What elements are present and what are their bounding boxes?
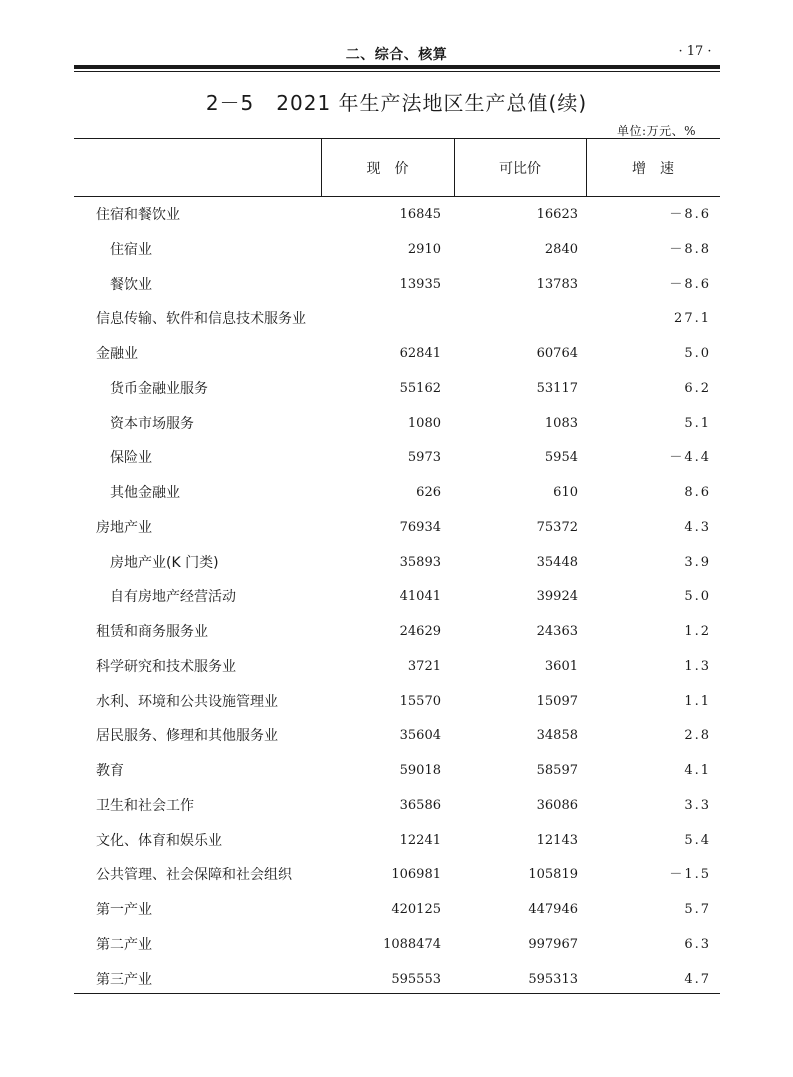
table-row: [0, 342, 793, 366]
table-row: [0, 863, 793, 887]
row-industry-name: 教育: [96, 763, 124, 779]
row-current-price: 62841: [399, 346, 441, 361]
row-growth-rate: 6.3: [684, 936, 711, 952]
table-row: [0, 724, 793, 748]
row-current-price: 41041: [399, 589, 441, 605]
table-row: [0, 446, 793, 470]
row-industry-name: 其他金融业: [110, 485, 180, 501]
row-comparable-price: 105819: [528, 867, 578, 883]
table-row: [0, 585, 793, 609]
row-comparable-price: 12143: [536, 832, 578, 848]
row-current-price: 2910: [407, 241, 441, 257]
row-industry-name: 居民服务、修理和其他服务业: [96, 728, 278, 745]
row-comparable-price: 35448: [536, 554, 578, 570]
row-current-price: 5973: [407, 450, 441, 466]
row-growth-rate: 5.7: [684, 902, 711, 917]
row-comparable-price: 58597: [536, 763, 578, 778]
row-growth-rate: 5.0: [684, 589, 711, 605]
table-title-text: 2021 年生产法地区生产总值(续): [276, 91, 588, 115]
row-current-price: 36586: [399, 797, 441, 813]
row-industry-name: 保险业: [110, 450, 152, 467]
table-number: 2－5: [205, 91, 255, 115]
row-comparable-price: 34858: [536, 728, 578, 744]
row-industry-name: 自有房地产经营活动: [110, 589, 236, 606]
table-bottom-rule: [74, 993, 720, 994]
row-industry-name: 文化、体育和娱乐业: [96, 832, 222, 849]
running-header-section: 二、综合、核算: [345, 47, 448, 63]
row-current-price: 35893: [399, 554, 441, 570]
row-comparable-price: 5954: [544, 450, 578, 466]
row-growth-rate: 4.3: [684, 519, 711, 535]
row-industry-name: 住宿和餐饮业: [96, 207, 180, 223]
row-current-price: 1088474: [383, 936, 441, 952]
row-growth-rate: 5.1: [684, 415, 711, 431]
unit-label: 单位:万元、%: [617, 124, 696, 138]
row-comparable-price: 1083: [544, 415, 578, 431]
row-growth-rate: －8.6: [669, 207, 711, 222]
row-industry-name: 房地产业(K 门类): [110, 554, 219, 571]
column-header-comparable-price: 可比价: [499, 161, 541, 177]
table-row: [0, 377, 793, 401]
table-row: [0, 203, 793, 227]
row-industry-name: 第一产业: [96, 902, 152, 918]
row-comparable-price: 3601: [544, 658, 578, 674]
row-current-price: 106981: [391, 867, 441, 883]
row-current-price: 1080: [407, 415, 441, 431]
row-growth-rate: 8.6: [684, 485, 711, 500]
row-current-price: 12241: [399, 832, 441, 848]
row-current-price: 59018: [399, 763, 441, 778]
row-growth-rate: 1.3: [684, 658, 711, 674]
table-row: [0, 968, 793, 992]
row-comparable-price: 595313: [528, 971, 578, 987]
row-growth-rate: 5.4: [684, 832, 711, 848]
table-header-rule: [74, 196, 720, 197]
row-industry-name: 信息传输、软件和信息技术服务业: [96, 311, 306, 328]
row-industry-name: 房地产业: [96, 519, 152, 536]
row-comparable-price: 24363: [536, 624, 578, 639]
row-growth-rate: 3.3: [684, 797, 711, 813]
header-rule-thick: [74, 65, 720, 69]
row-comparable-price: 53117: [536, 380, 578, 396]
row-industry-name: 餐饮业: [110, 276, 152, 293]
table-row: [0, 690, 793, 714]
row-current-price: 595553: [391, 971, 441, 987]
row-growth-rate: －8.8: [669, 241, 711, 257]
row-industry-name: 租赁和商务服务业: [96, 624, 208, 640]
row-comparable-price: 75372: [536, 519, 578, 535]
row-growth-rate: 1.1: [684, 693, 711, 709]
row-industry-name: 卫生和社会工作: [96, 797, 194, 814]
row-growth-rate: 6.2: [684, 380, 711, 396]
column-header-growth-rate: 增 速: [632, 161, 674, 177]
row-industry-name: 第三产业: [96, 971, 152, 988]
table-row: [0, 794, 793, 818]
row-current-price: 24629: [399, 624, 441, 639]
row-growth-rate: 4.7: [684, 971, 711, 987]
row-growth-rate: 4.1: [684, 763, 711, 778]
table-row: [0, 759, 793, 783]
row-growth-rate: －4.4: [669, 450, 711, 466]
row-industry-name: 第二产业: [96, 936, 152, 953]
row-current-price: 16845: [399, 207, 441, 222]
table-row: [0, 412, 793, 436]
table-row: [0, 551, 793, 575]
row-comparable-price: 13783: [536, 276, 578, 292]
column-header-current-price: 现 价: [366, 161, 409, 177]
row-current-price: 35604: [399, 728, 441, 744]
row-growth-rate: 3.9: [684, 554, 711, 570]
row-industry-name: 货币金融业服务: [110, 380, 208, 397]
row-industry-name: 科学研究和技术服务业: [96, 658, 236, 675]
row-current-price: 626: [416, 485, 441, 500]
row-industry-name: 资本市场服务: [110, 415, 194, 432]
row-current-price: 55162: [399, 380, 441, 396]
row-current-price: 76934: [399, 519, 441, 535]
row-growth-rate: －8.6: [669, 276, 711, 292]
row-industry-name: 公共管理、社会保障和社会组织: [96, 867, 292, 884]
row-growth-rate: 27.1: [674, 311, 711, 327]
row-comparable-price: 997967: [528, 936, 578, 952]
row-comparable-price: 60764: [536, 346, 578, 361]
header-rule-thin: [74, 71, 720, 72]
row-comparable-price: 39924: [536, 589, 578, 605]
row-comparable-price: 447946: [528, 902, 578, 917]
row-growth-rate: 1.2: [684, 624, 711, 639]
table-row: [0, 933, 793, 957]
table-row: [0, 238, 793, 262]
row-comparable-price: 16623: [536, 207, 578, 222]
row-industry-name: 金融业: [96, 346, 138, 362]
row-current-price: 420125: [391, 902, 441, 917]
table-row: [0, 516, 793, 540]
row-industry-name: 住宿业: [110, 241, 152, 258]
table-row: [0, 655, 793, 679]
row-growth-rate: 5.0: [684, 346, 711, 361]
row-growth-rate: 2.8: [684, 728, 711, 744]
row-growth-rate: －1.5: [669, 867, 711, 883]
table-row: [0, 481, 793, 505]
row-current-price: 3721: [407, 658, 441, 674]
table-row: [0, 620, 793, 644]
row-current-price: 13935: [399, 276, 441, 292]
row-comparable-price: 610: [553, 485, 578, 500]
row-comparable-price: 2840: [544, 241, 578, 257]
table-row: [0, 829, 793, 853]
table-title: [0, 87, 793, 116]
page-number: · 17 ·: [678, 44, 712, 59]
row-comparable-price: 15097: [536, 693, 578, 709]
table-top-rule: [74, 138, 720, 139]
table-row: [0, 307, 793, 331]
row-comparable-price: 36086: [536, 797, 578, 813]
table-row: [0, 273, 793, 297]
row-current-price: 15570: [399, 693, 441, 709]
table-row: [0, 898, 793, 922]
row-industry-name: 水利、环境和公共设施管理业: [96, 693, 278, 710]
